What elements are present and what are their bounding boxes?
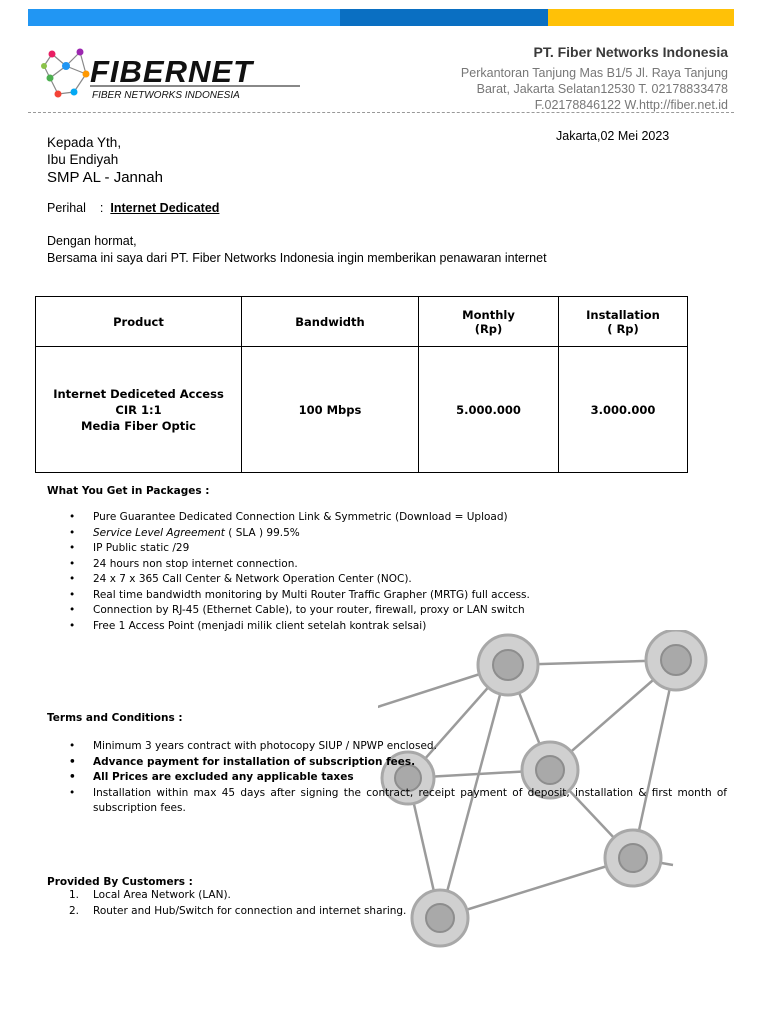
list-item: • Advance payment for installation of subscription fees. xyxy=(47,755,727,771)
subject-line xyxy=(47,201,219,215)
packages-title: What You Get in Packages : xyxy=(47,485,210,497)
header-divider xyxy=(28,112,734,113)
list-text: Local Area Network (LAN). xyxy=(93,889,231,901)
company-contact-line: F.02178846122 W.http://fiber.net.id xyxy=(534,98,728,112)
header-installation-unit: ( Rp) xyxy=(607,321,639,336)
header-monthly-unit: (Rp) xyxy=(474,321,503,336)
color-bar-segment xyxy=(28,9,340,26)
logo-tagline: FIBER NETWORKS INDONESIA xyxy=(92,90,240,101)
header-product: Product xyxy=(36,297,242,347)
cell-bandwidth: 100 Mbps xyxy=(242,347,419,473)
list-item: • Pure Guarantee Dedicated Connection Link & Symmetric (Download = Upload) xyxy=(47,510,530,526)
customers-title: Provided By Customers : xyxy=(47,876,193,888)
header-monthly xyxy=(419,297,559,347)
recipient-school: SMP AL - Jannah xyxy=(47,169,163,186)
header-bandwidth: Bandwidth xyxy=(242,297,419,347)
recipient-block xyxy=(47,134,163,187)
list-text: Router and Hub/Switch for connection and internet sharing. xyxy=(93,904,407,917)
header-installation xyxy=(559,297,688,347)
terms-list xyxy=(47,739,727,817)
recipient-salutation: Kepada Yth, xyxy=(47,135,122,150)
cell-product xyxy=(36,347,242,473)
list-item: • 24 x 7 x 365 Call Center & Network Operation Center (NOC). xyxy=(47,572,530,588)
list-item xyxy=(47,526,530,542)
list-item: • Real time bandwidth monitoring by Multi Router Traffic Grapher (MRTG) full access. xyxy=(47,588,530,604)
table-header-row xyxy=(36,297,688,347)
list-item: • All Prices are excluded any applicable taxes xyxy=(47,770,727,786)
list-item xyxy=(47,904,406,920)
list-number: 2. xyxy=(69,904,80,917)
letter-date: Jakarta,02 Mei 2023 xyxy=(556,129,670,143)
color-bar-segment xyxy=(340,9,548,26)
list-number: 1. xyxy=(69,889,80,901)
company-info xyxy=(461,44,728,113)
subject-value: Internet Dedicated xyxy=(110,201,220,215)
list-item: • Connection by RJ-45 (Ethernet Cable), to your router, firewall, proxy or LAN switch xyxy=(47,603,530,619)
header-monthly-label: Monthly xyxy=(462,307,515,322)
product-line: CIR 1:1 xyxy=(115,402,162,417)
fibernet-logo xyxy=(38,44,308,106)
company-address-line: Barat, Jakarta Selatan12530 T. 02178833478 xyxy=(476,82,728,96)
list-item: • Minimum 3 years contract with photocopy SIUP / NPWP enclosed. xyxy=(47,739,727,755)
customers-list xyxy=(47,888,406,919)
product-line: Media Fiber Optic xyxy=(81,418,196,433)
header-color-bar xyxy=(28,9,734,26)
network-logo-icon xyxy=(44,52,86,94)
color-bar-segment xyxy=(548,9,734,26)
list-item: • 24 hours non stop internet connection. xyxy=(47,557,530,573)
greeting-block xyxy=(47,233,547,267)
cell-installation: 3.000.000 xyxy=(559,347,688,473)
recipient-name: Ibu Endiyah xyxy=(47,152,119,167)
packages-section xyxy=(47,485,530,634)
header-installation-label: Installation xyxy=(586,307,660,322)
list-item: • Installation within max 45 days after signing the contract, receipt payment of deposit, installation & first month of subscription fees. xyxy=(47,786,727,817)
packages-list xyxy=(47,510,530,634)
offer-table xyxy=(35,296,688,473)
subject-label: Perihal xyxy=(47,201,86,215)
cell-monthly: 5.000.000 xyxy=(419,347,559,473)
greeting-line: Dengan hormat, xyxy=(47,234,137,248)
sla-value: ( SLA ) 99.5% xyxy=(224,526,300,539)
list-item: • IP Public static /29 xyxy=(47,541,530,557)
logo-wordmark: FIBERNET xyxy=(90,54,253,89)
company-address-line: Perkantoran Tanjung Mas B1/5 Jl. Raya Tanjung xyxy=(460,66,728,80)
customers-section xyxy=(47,876,406,919)
product-line: Internet Dediceted Access xyxy=(53,386,224,401)
terms-title: Terms and Conditions : xyxy=(47,712,183,724)
table-row xyxy=(36,347,688,473)
sla-label: Service Level Agreement xyxy=(93,526,225,539)
subject-separator: : xyxy=(99,201,104,215)
list-item xyxy=(47,888,406,904)
greeting-body: Bersama ini saya dari PT. Fiber Networks Indonesia ingin memberikan penawaran internet xyxy=(47,251,547,265)
terms-section xyxy=(47,712,727,817)
list-item: • Free 1 Access Point (menjadi milik client setelah kontrak selsai) xyxy=(47,619,530,635)
company-name: PT. Fiber Networks Indonesia xyxy=(533,44,728,60)
